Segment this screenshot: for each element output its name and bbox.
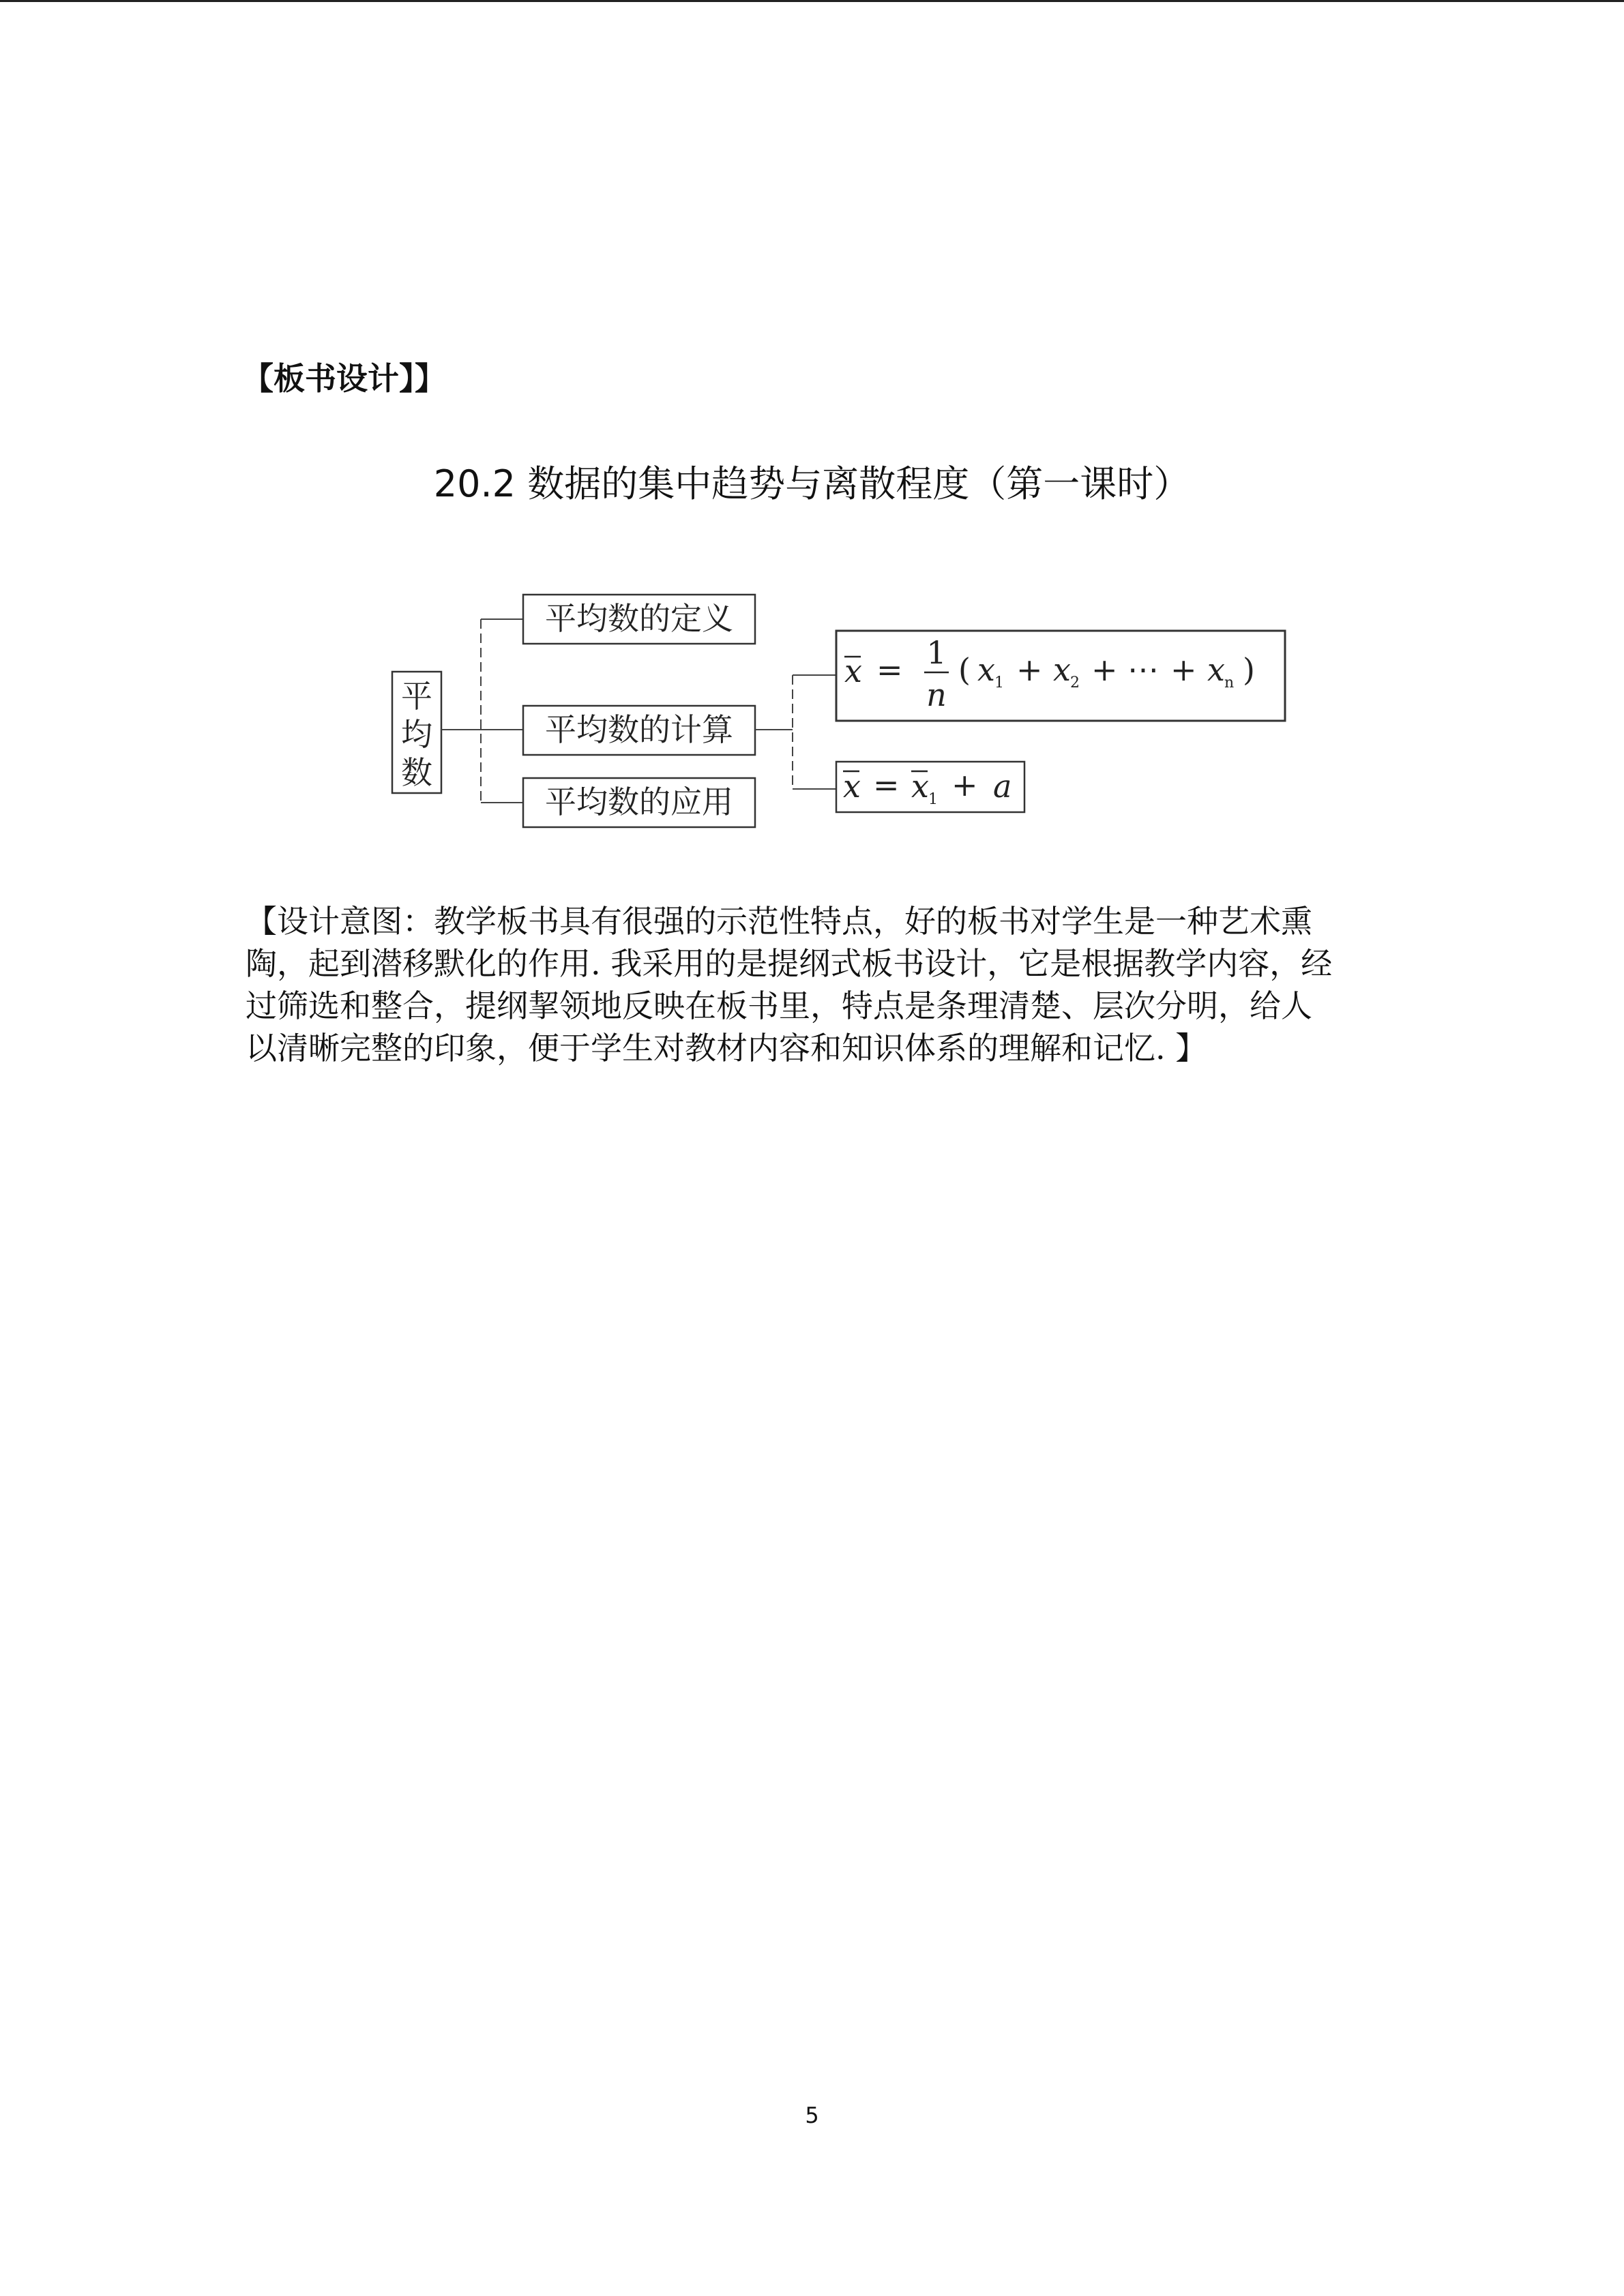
branch-definition: 平均数的定义 <box>545 600 733 637</box>
formula1-plus1: + <box>1016 651 1043 688</box>
formula1-xn: x <box>1207 651 1225 688</box>
formula1-lhs: x <box>844 653 862 689</box>
formula1-close-paren: ) <box>1243 651 1255 688</box>
formula2-lhs: x <box>843 768 861 805</box>
formula1-numerator: 1 <box>926 634 947 671</box>
branch-calculation: 平均数的计算 <box>545 711 733 748</box>
root-char-2: 均 <box>401 716 432 753</box>
root-char-3: 数 <box>401 754 432 791</box>
formula1-x2: x <box>1053 651 1071 688</box>
formula2-x1: x <box>911 768 929 805</box>
design-intent-line-4: 以清晰完整的印象，便于学生对教材内容和知识体系的理解和记忆. 】 <box>246 1030 1207 1067</box>
formula1-subn: n <box>1224 674 1235 691</box>
formula1-sub2: 2 <box>1070 674 1080 691</box>
lesson-title: 20.2 数据的集中趋势与离散程度（第一课时） <box>433 462 1191 505</box>
root-char-1: 平 <box>401 678 432 715</box>
formula2-plus: + <box>951 766 978 803</box>
formula1-sub1: 1 <box>994 674 1004 691</box>
page-top-border <box>0 0 1624 2</box>
formula2-equals: = <box>873 766 900 803</box>
page-number: 5 <box>805 2102 819 2128</box>
design-intent-line-3: 过筛选和整合，提纲挈领地反映在板书里，特点是条理清楚、层次分明，给人 <box>246 987 1312 1024</box>
formula1-open-paren: ( <box>958 651 971 688</box>
formula1-x1: x <box>977 651 995 688</box>
design-intent-paragraph <box>246 900 1391 1069</box>
mean-formula <box>844 634 1255 713</box>
outline-diagram-svg <box>382 583 1296 849</box>
section-heading: 【板书设计】】 <box>242 360 446 397</box>
design-intent-line-2: 陶，起到潜移默化的作用. 我采用的是提纲式板书设计，它是根据教学内容，经 <box>246 945 1333 982</box>
design-intent-line-1: 【设计意图：教学板书具有很强的示范性特点，好的板书对学生是一种艺术熏 <box>246 903 1312 940</box>
formula1-equals: = <box>876 651 903 688</box>
formula2-a: a <box>993 768 1012 805</box>
formula1-ellipsis: ⋯ <box>1127 651 1159 688</box>
branch-application: 平均数的应用 <box>545 784 733 820</box>
formula1-plus2: + <box>1091 651 1118 688</box>
shifted-mean-formula <box>843 766 1012 808</box>
formula1-denominator: n <box>926 676 947 713</box>
formula1-plus3: + <box>1170 651 1197 688</box>
formula2-sub1: 1 <box>928 791 938 808</box>
blackboard-outline-diagram <box>382 583 1296 852</box>
